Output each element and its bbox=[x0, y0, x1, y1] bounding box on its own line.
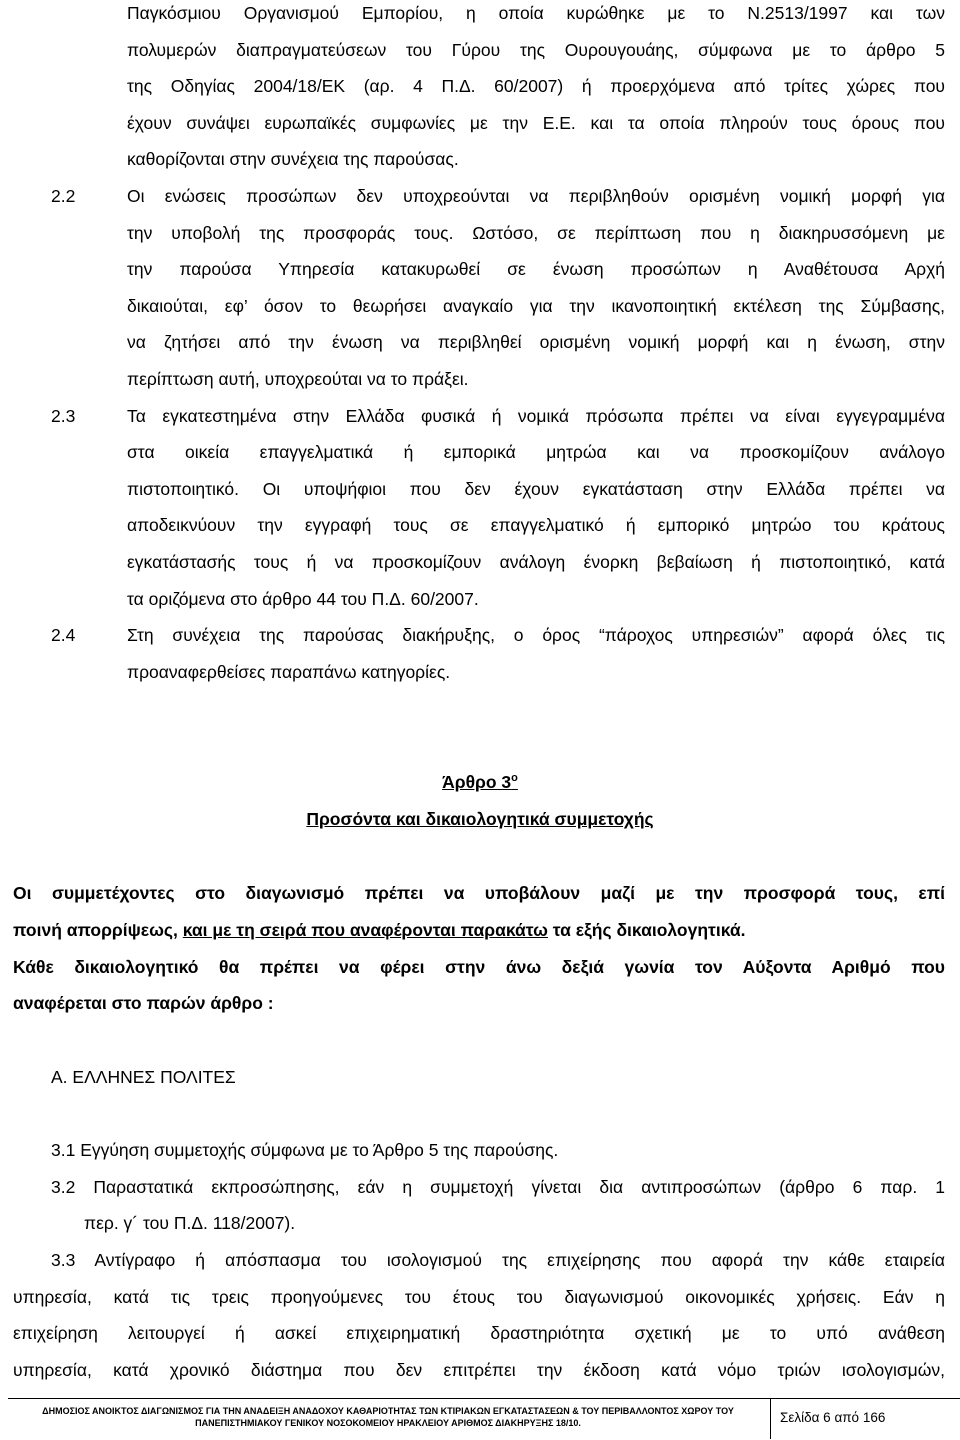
text-line: υπηρεσία, κατά τις τρεις προηγούμενες του έτους του διαγωνισμού οικονομικές χρήσεις. Εάν η bbox=[13, 1287, 945, 1307]
footer-line: ΠΑΝΕΠΙΣΤΗΜΙΑΚΟΥ ΓΕΝΙΚΟΥ ΝΟΣΟΚΟΜΕΙΟΥ ΗΡΑΚΛΕΙΟΥ ΑΡΙΘΜΟΣ ΔΙΑΚΗΡΥΞΗΣ 18/10. bbox=[195, 1418, 581, 1428]
text-line: Τα εγκατεστημένα στην Ελλάδα φυσικά ή νομικά πρόσωπα πρέπει να είναι εγγεγραμμένα bbox=[127, 406, 945, 426]
page-number: Σελίδα 6 από 166 bbox=[780, 1410, 886, 1425]
text-line: δικαιούται, εφ’ όσον το θεωρήσει αναγκαίο για την ικανοποιητική εκτέλεση της Σύμβασης, bbox=[127, 296, 945, 316]
item-3-2-line2: περ. γ´ του Π.Δ. 118/2007). bbox=[84, 1213, 296, 1233]
text-line: αποδεικνύουν την εγγραφή τους σε επαγγελματικό ή εμπορικό μητρώο του κράτους bbox=[127, 515, 945, 535]
text-line: καθορίζονται στην συνέχεια της παρούσας. bbox=[127, 149, 459, 169]
heading-a: Α. ΕΛΛΗΝΕΣ ΠΟΛΙΤΕΣ bbox=[51, 1067, 236, 1087]
text-line: Κάθε δικαιολογητικό θα πρέπει να φέρει στην άνω δεξιά γωνία τον Αύξοντα Αριθμό που bbox=[13, 957, 945, 977]
article-title-text: Άρθρο 3 bbox=[442, 772, 512, 792]
text-line: έχουν συνάψει ευρωπαϊκές συμφωνίες με την Ε.Ε. και τα οποία πληρούν τους όρους που bbox=[127, 113, 945, 133]
article-subtitle bbox=[0, 808, 960, 830]
text-segment: ποινή απορρίψεως, bbox=[13, 920, 183, 940]
text-segment: τα εξής δικαιολογητικά. bbox=[547, 920, 746, 940]
text-line: προαναφερθείσες παραπάνω κατηγορίες. bbox=[127, 662, 451, 682]
text-line: της Οδηγίας 2004/18/ΕΚ (αρ. 4 Π.Δ. 60/2007) ή προερχόμενα από τρίτες χώρες που bbox=[127, 76, 945, 96]
footer-line: ΔΗΜΟΣΙΟΣ ΑΝΟΙΚΤΟΣ ΔΙΑΓΩΝΙΣΜΟΣ ΓΙΑ ΤΗΝ ΑΝΑΔΕΙΞΗ ΑΝΑΔΟΧΟΥ ΚΑΘΑΡΙΟΤΗΤΑΣ ΤΩΝ ΚΤΙΡΙΑΚΩΝ ΕΓΚΑΤΑΣΤΑΣΕΩΝ & ΤΟΥ ΠΕΡΙΒΑΛΛΟΝΤΟΣ ΧΩΡΟΥ ΤΟΥ bbox=[42, 1406, 734, 1416]
text-line: να ζητήσει από την ένωση να περιβληθεί ορισμένη νομική μορφή και η ένωση, στην bbox=[127, 332, 945, 352]
text-line: εγκατάστασής τους ή να προσκομίζουν ανάλογη ένορκη βεβαίωση ή πιστοποιητικό, κατά bbox=[127, 552, 945, 572]
footer-title bbox=[10, 1405, 766, 1429]
footer-divider bbox=[770, 1399, 771, 1439]
text-line: Οι ενώσεις προσώπων δεν υποχρεούνται να περιβληθούν ορισμένη νομική μορφή για bbox=[127, 186, 945, 206]
text-line: πιστοποιητικό. Οι υποψήφιοι που δεν έχουν εγκατάσταση στην Ελλάδα πρέπει να bbox=[127, 479, 945, 499]
text-line: στα οικεία επαγγελματικά ή εμπορικά μητρώα και να προσκομίζουν ανάλογο bbox=[127, 442, 945, 462]
text-line: τα οριζόμενα στο άρθρο 44 του Π.Δ. 60/2007. bbox=[127, 589, 479, 609]
text-line: περίπτωση αυτή, υποχρεούται να το πράξει. bbox=[127, 369, 469, 389]
section-number: 2.2 bbox=[51, 186, 76, 206]
section-number: 2.3 bbox=[51, 406, 76, 426]
text-line: Οι συμμετέχοντες στο διαγωνισμό πρέπει να υποβάλουν μαζί με την προσφορά τους, επί bbox=[13, 883, 945, 903]
text-line: Στη συνέχεια της παρούσας διακήρυξης, ο όρος “πάροχος υπηρεσιών” αφορά όλες τις bbox=[127, 625, 945, 645]
article-title-sup: ο bbox=[511, 772, 518, 785]
footer-rule bbox=[8, 1398, 960, 1399]
text-line: πολυμερών διαπραγματεύσεων του Γύρου της Ουρουγουάης, σύμφωνα με το άρθρο 5 bbox=[127, 40, 945, 60]
text-line: Παγκόσμιου Οργανισμού Εμπορίου, η οποία κυρώθηκε με το Ν.2513/1997 και των bbox=[127, 3, 945, 23]
item-3-1: 3.1 Εγγύηση συμμετοχής σύμφωνα με το Άρθρο 5 της παρούσης. bbox=[51, 1140, 559, 1160]
text-line bbox=[13, 919, 746, 941]
section-number: 2.4 bbox=[51, 625, 76, 645]
text-line: την υποβολή της προσφοράς τους. Ωστόσο, σε περίπτωση που η διακηρυσσόμενη με bbox=[127, 223, 945, 243]
text-line: αναφέρεται στο παρών άρθρο : bbox=[13, 993, 274, 1013]
text-line: 3.3 Αντίγραφο ή απόσπασμα του ισολογισμού της επιχείρησης που αφορά την κάθε εταιρεία bbox=[51, 1250, 945, 1270]
text-line: επιχείρηση λειτουργεί ή ασκεί επιχειρηματική δραστηριότητα σχετική με το υπό ανάθεση bbox=[13, 1323, 945, 1343]
article-subtitle-text: Προσόντα και δικαιολογητικά συμμετοχής bbox=[306, 809, 654, 829]
article-title bbox=[0, 771, 960, 793]
text-line: υπηρεσία, κατά χρονικό διάστημα που δεν επιτρέπει την έκδοση κατά νόμο τριών ισολογισμών, bbox=[13, 1360, 945, 1380]
item-3-2-line1: 3.2 Παραστατικά εκπροσώπησης, εάν η συμμετοχή γίνεται δια αντιπροσώπων (άρθρο 6 παρ. 1 bbox=[51, 1177, 945, 1197]
text-line: την παρούσα Υπηρεσία κατακυρωθεί σε ένωση προσώπων η Αναθέτουσα Αρχή bbox=[127, 259, 945, 279]
underlined-segment: και με τη σειρά που αναφέρονται παρακάτω bbox=[182, 920, 548, 940]
